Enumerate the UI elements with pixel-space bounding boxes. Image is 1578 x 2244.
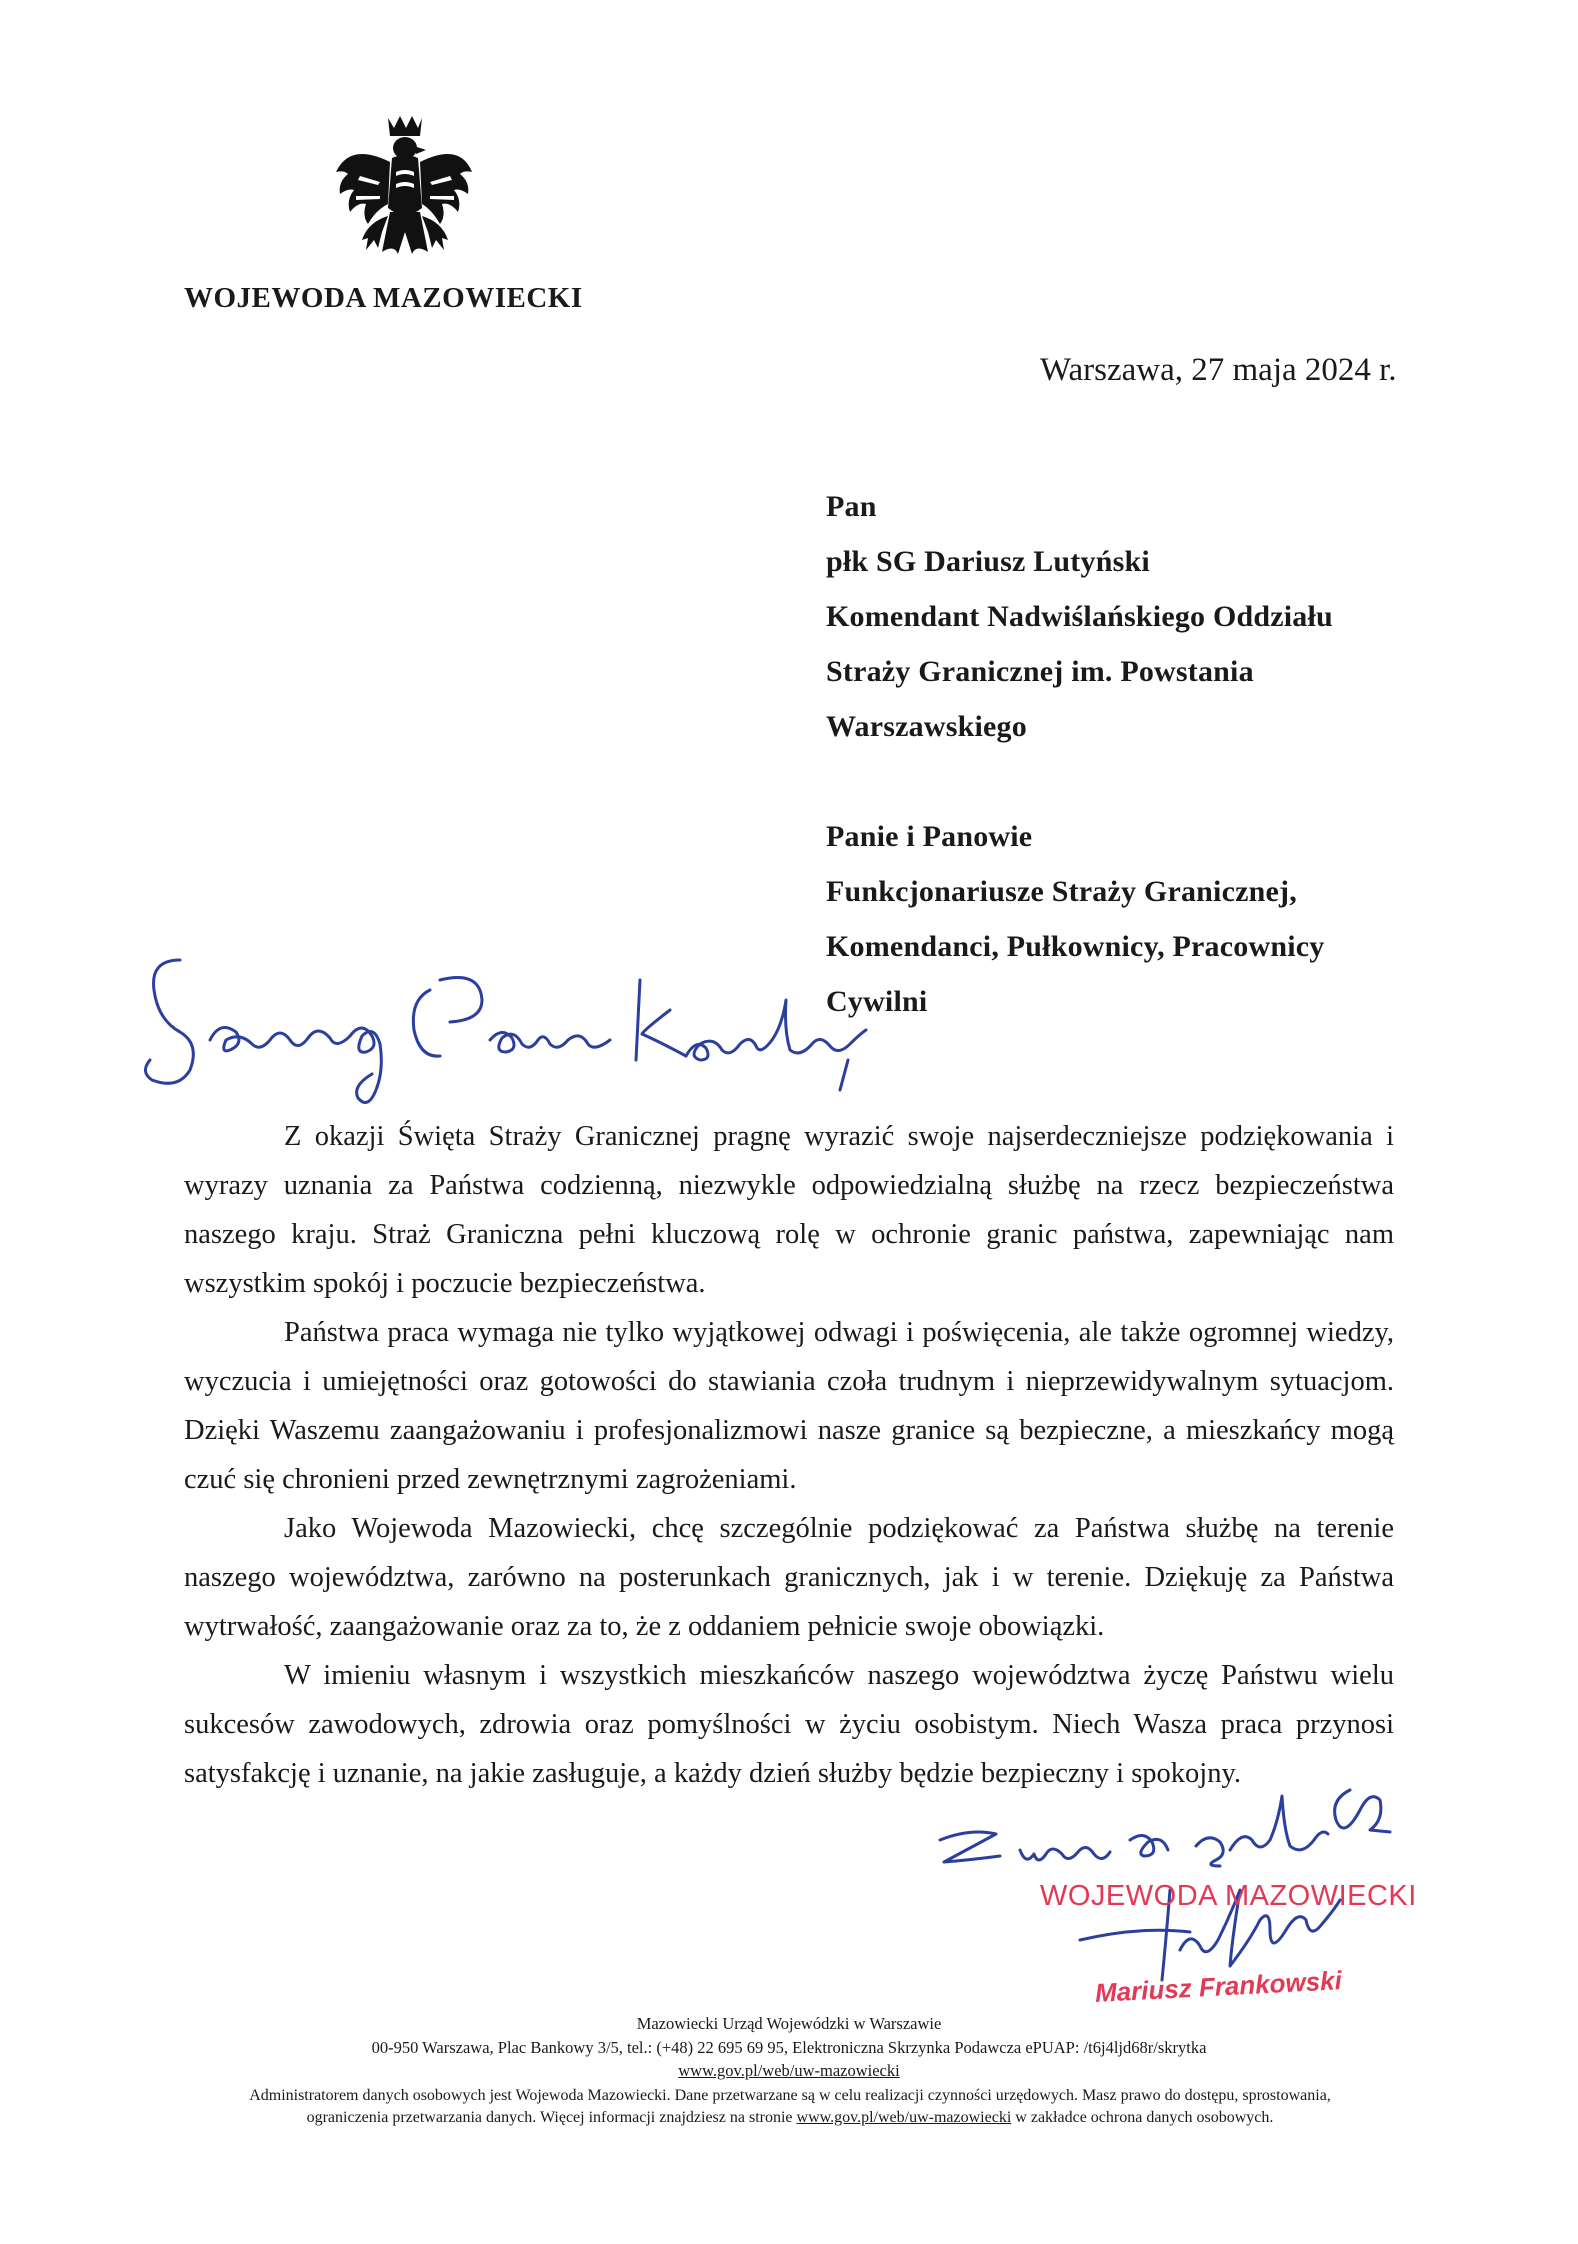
body-paragraph: W imieniu własnym i wszystkich mieszkańców naszego województwa życzę Państwu wielu sukcesów zawodowych, zdrowia oraz pomyślności w życiu osobistym. Niech Wasza praca przynosi satysfakcję i uznanie, na jakie zasługuje, a każdy dzień służby będzie bezpieczny i spokojny. bbox=[184, 1660, 1394, 1789]
footer-contact: 00-950 Warszawa, Plac Bankowy 3/5, tel.: (+48) 22 695 69 95, Elektroniczna Skrzynka Podawcza ePUAP: /t6j4ljd68r/skrytka bbox=[371, 2038, 1207, 2057]
addressee-line: Funkcjonariusze Straży Granicznej, bbox=[826, 875, 1297, 908]
recipient-line: płk SG Dariusz Lutyński bbox=[826, 545, 1150, 578]
body-paragraph: Jako Wojewoda Mazowiecki, chcę szczególnie podziękować za Państwa służbę na terenie naszego województwa, zarówno na posterunkach granicznych, jak i w terenie. Dziękuję za Państwa wytrwałość, zaangażowanie oraz za to, że z oddaniem pełnicie swoje obowiązki. bbox=[184, 1513, 1394, 1642]
addressee-line: Komendanci, Pułkownicy, Pracownicy bbox=[826, 930, 1325, 963]
legal-link[interactable]: www.gov.pl/web/uw-mazowiecki bbox=[796, 2109, 1012, 2126]
footer-website-link[interactable]: www.gov.pl/web/uw-mazowiecki bbox=[678, 2061, 900, 2080]
recipient-line: Straży Granicznej im. Powstania bbox=[826, 655, 1254, 688]
addressee-line: Panie i Panowie bbox=[826, 820, 1033, 853]
recipient-line: Pan bbox=[826, 490, 877, 523]
legal-text-end: w zakładce ochrona danych osobowych. bbox=[1015, 2109, 1274, 2126]
stamp-name: Mariusz Frankowski bbox=[1094, 1965, 1343, 2008]
stamp-title: WOJEWODA MAZOWIECKI bbox=[1040, 1880, 1417, 1912]
footer-legal bbox=[210, 2085, 1370, 2129]
recipient-line: Komendant Nadwiślańskiego Oddziału bbox=[826, 600, 1333, 633]
addressee-line: Cywilni bbox=[826, 985, 928, 1018]
organization-name: WOJEWODA MAZOWIECKI bbox=[184, 282, 583, 314]
footer-website bbox=[0, 2060, 1578, 2082]
body-paragraph: Państwa praca wymaga nie tylko wyjątkowej odwagi i poświęcenia, ale także ogromnej wiedzy, wyczucia i umiejętności oraz gotowości do stawiania czoła trudnym i nieprzewidywalnym sytuacjom. Dzięki Waszemu zaangażowaniu i profesjonalizmowi nasze granice są bezpieczne, a mieszkańcy mogą czuć się chronieni przed zewnętrznymi zagrożeniami. bbox=[184, 1317, 1394, 1495]
recipient-line: Warszawskiego bbox=[826, 710, 1027, 743]
letter-date: Warszawa, 27 maja 2024 r. bbox=[1040, 352, 1397, 388]
legal-text: Administratorem danych osobowych jest Wojewoda Mazowiecki. Dane przetwarzane są w celu realizacji czynności urzędowych. Masz prawo do dostępu, sprostowania, ograniczenia przetwarzania danych. Więcej informacji znajdziesz na stronie bbox=[249, 2087, 1331, 2126]
footer-office: Mazowiecki Urząd Wojewódzki w Warszawie bbox=[636, 2014, 942, 2033]
polish-eagle-emblem bbox=[330, 112, 476, 282]
handwritten-greeting bbox=[140, 940, 880, 1120]
body-paragraph: Z okazji Święta Straży Granicznej pragnę wyrazić swoje najserdeczniejsze podziękowania i wyrazy uznania za Państwa codzienną, niezwykle odpowiedzialną służbę na rzecz bezpieczeństwa naszego kraju. Straż Graniczna pełni kluczową rolę w ochronie granic państwa, zapewniając nam wszystkim spokój i poczucie bezpieczeństwa. bbox=[184, 1121, 1394, 1299]
